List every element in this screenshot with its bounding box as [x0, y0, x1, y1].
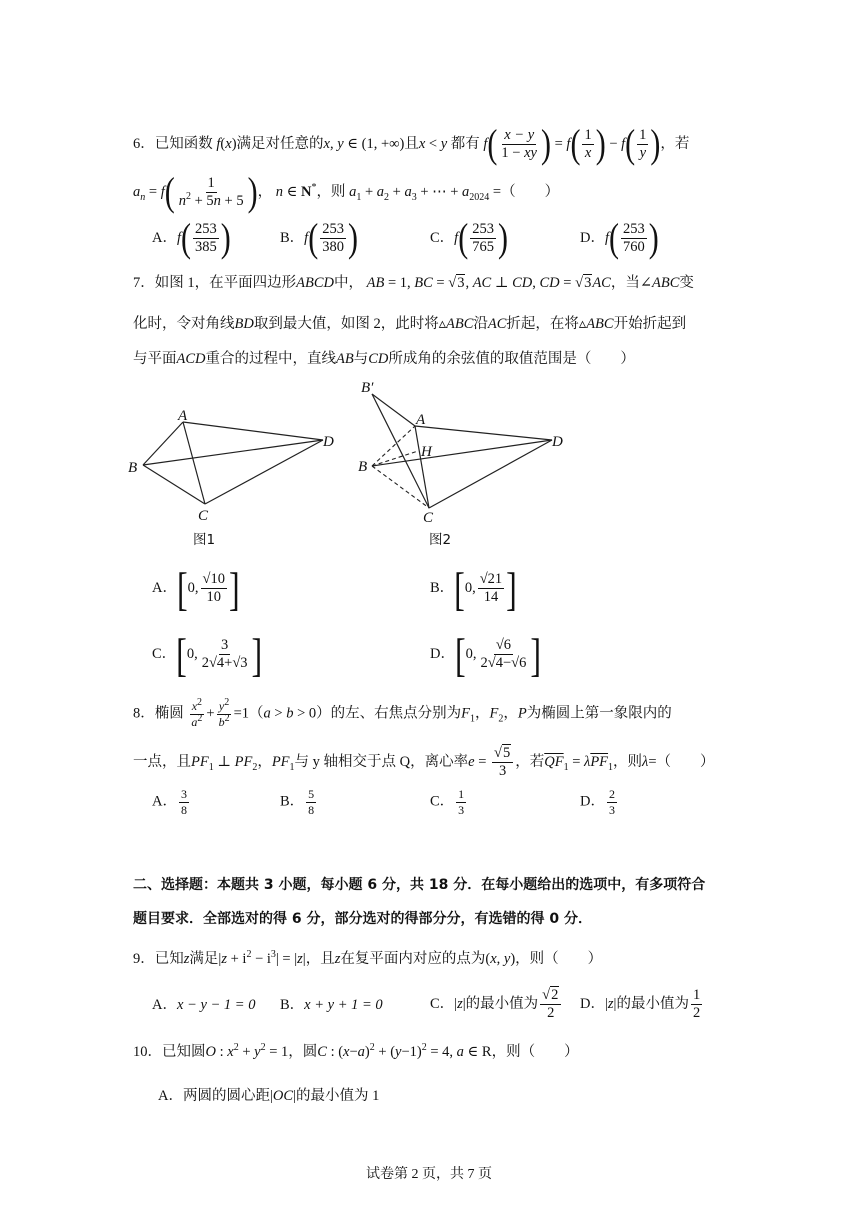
q6-option-c[interactable]: C．f( $\frac{253}{765}$ ) — [430, 215, 508, 261]
q6-option-a[interactable]: A．f( $\frac{253}{385}$ ) — [152, 215, 231, 261]
q8-option-c[interactable]: C． $\frac{1}{3}$ — [430, 787, 465, 817]
section-2-heading-line2: 题目要求．全部选对的得 6 分，部分选对的得部分分，有选错的得 0 分． — [133, 911, 592, 927]
fig2-label-bprime: B′ — [361, 380, 374, 396]
q6-line2: $a_n = f$( $\frac{1}{n^2 + 5n + 5}$ )， n ∈ N*，则 $a_1 + a_2 + a_3$ + ⋯ + $a_{2024}$ =（ ） — [133, 169, 560, 215]
q6-number: 6． — [133, 136, 155, 153]
q7-option-b[interactable]: B．[0, $\frac{√21}{14}$ ] — [430, 562, 517, 615]
q7-option-c[interactable]: C．[0, $\frac{3}{2√4+√3}$ ] — [152, 628, 263, 681]
q6-option-d[interactable]: D．f( $\frac{253}{760}$ ) — [580, 215, 659, 261]
fig2-label-d: D — [552, 434, 563, 450]
fig1-label-d: D — [323, 434, 334, 450]
q8-option-b[interactable]: B． $\frac{5}{8}$ — [280, 787, 315, 817]
fig1-caption: 图1 — [193, 532, 216, 548]
q10-stem: 10．已知圆O : $x^2 + y^2 = 1$，圆C : $(x-a)^2 + (y-1)^2 = 4$, a ∈ R，则（ ） — [133, 1042, 579, 1060]
q9-option-b[interactable]: B．x + y + 1 = 0 — [280, 997, 383, 1013]
fig2-label-h: H — [421, 444, 432, 460]
q9-number: 9． — [133, 951, 155, 967]
q8-line2: 一点，且$PF_1$ ⊥ $PF_2$，$PF_1$与 y 轴相交于点 Q，离心率e = $\frac{√5}{3}$ ，若$\overline{QF}_1 = \lambda\overline{PF}_1$，则λ=（ ） — [133, 745, 715, 780]
page-footer: 试卷第 2 页，共 7 页 — [366, 1167, 492, 1182]
q8-option-a[interactable]: A． $\frac{3}{8}$ — [152, 787, 187, 817]
fig2-label-b: B — [358, 459, 368, 475]
q8-number: 8． — [133, 705, 155, 722]
q6-line1: 6．已知函数 f(x)满足对任意的x, y ∈ (1, +∞)且x < y 都有 f( $\frac{x - y}{1 - xy}$ ) = f( $\frac{1}{x}$ ) − f( $\frac{1}{y}$ )，若 — [133, 121, 690, 167]
q9-option-d[interactable]: D．|z|的最小值为 $\frac{1}{2}$ — [580, 987, 701, 1022]
q8-option-d[interactable]: D． $\frac{2}{3}$ — [580, 787, 615, 817]
q6-option-b[interactable]: B．f( $\frac{253}{380}$ ) — [280, 215, 358, 261]
q7-option-a[interactable]: A．[0, $\frac{√10}{10}$ ] — [152, 562, 240, 615]
fig1-label-c: C — [198, 508, 209, 524]
fig2-label-a: A — [416, 412, 426, 428]
q9-option-a[interactable]: A．x − y − 1 = 0 — [152, 997, 256, 1013]
fig1-label-a: A — [178, 408, 188, 424]
q7-figure-2 — [355, 378, 580, 526]
q8-line1: 8．椭圆 $\frac{x^2}{a^2}$ + $\frac{y^2}{b^2}$ =1（a > b > 0）的左、右焦点分别为$F_1$，$F_2$，P为椭圆上第一象限内的 — [133, 697, 672, 729]
fig2-caption: 图2 — [429, 532, 452, 548]
section-2-heading: 二、选择题：本题共 3 小题，每小题 6 分，共 18 分．在每小题给出的选项中，有多项符合 — [133, 877, 706, 893]
q10-number: 10． — [133, 1044, 162, 1060]
q7-number: 7． — [133, 275, 155, 291]
q7-option-d[interactable]: D．[0, $\frac{√6}{2√4-√6}$ ] — [430, 628, 542, 681]
q7-line3: 与平面ACD重合的过程中，直线AB与CD所成角的余弦值的取值范围是（ ） — [133, 351, 635, 367]
q7-line1: 7．如图 1，在平面四边形ABCD中， AB = 1, BC = √3, AC ⊥ CD, CD = √3AC，当∠ABC变 — [133, 275, 694, 291]
q9-stem: 9．已知z满足$|z + i^2 - i^3| = |z|$，且z在复平面内对应的点为(x, y)，则（ ） — [133, 949, 603, 967]
q9-option-c[interactable]: C．|z|的最小值为 $\frac{√2}{2}$ — [430, 988, 563, 1021]
q7-line2: 化时，令对角线BD取到最大值，如图 2，此时将▵ABC沿AC折起，在将▵ABC开始折起到 — [133, 316, 687, 332]
fig1-label-b: B — [128, 460, 138, 476]
fig2-label-c: C — [423, 510, 434, 526]
q10-option-a[interactable]: A．两圆的圆心距|OC|的最小值为 1 — [158, 1088, 380, 1104]
q7-figure-1 — [125, 400, 345, 525]
